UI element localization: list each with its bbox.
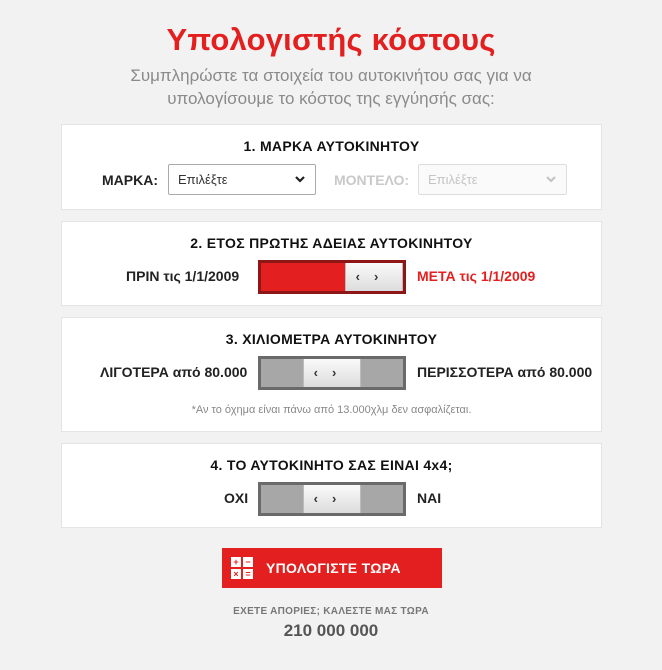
step4-card (61, 443, 602, 528)
chevron-down-icon (545, 171, 557, 190)
registration-year-toggle[interactable] (258, 260, 406, 294)
no-label: ΟΧΙ (224, 490, 249, 506)
less-km-label: ΛΙΓΟΤΕΡΑ από 80.000 (100, 364, 248, 380)
calculate-now-button[interactable] (222, 548, 442, 588)
subtitle-line-1: Συμπληρώστε τα στοιχεία του αυτοκινήτου σας για να (130, 66, 532, 85)
chevron-right-icon: › (374, 269, 393, 284)
four-by-four-toggle[interactable] (258, 482, 406, 516)
chevron-right-icon: › (332, 365, 351, 380)
before-2009-label: ΠΡΙΝ τις 1/1/2009 (126, 268, 240, 284)
chevron-left-icon: ‹ (313, 365, 332, 380)
phone-number[interactable]: 210 000 000 (283, 621, 379, 640)
step1-card (61, 124, 602, 210)
model-select-value: Επιλέξτε (428, 172, 478, 187)
chevron-left-icon: ‹ (313, 491, 332, 506)
after-2009-label: ΜΕΤΑ τις 1/1/2009 (417, 268, 536, 284)
brand-label: ΜΑΡΚΑ: (102, 172, 158, 188)
subtitle-line-2: υπολογίσουμε το κόστος της εγγύησής σας: (167, 89, 495, 108)
calc-times: × (231, 569, 241, 579)
toggle-knob[interactable] (303, 485, 361, 513)
page-title: Υπολογιστής κόστους (166, 22, 496, 57)
step4-title: 4. ΤΟ ΑΥΤΟΚΙΝΗΤΟ ΣΑΣ ΕΙΝΑΙ 4x4; (210, 457, 453, 473)
step3-card (61, 317, 602, 432)
brand-select-value: Επιλέξτε (178, 172, 228, 187)
model-select (418, 164, 567, 195)
toggle-knob[interactable] (345, 263, 403, 291)
calc-minus: − (243, 557, 253, 567)
toggle-knob[interactable] (303, 359, 361, 387)
brand-select[interactable] (168, 164, 316, 195)
step2-card (61, 221, 602, 306)
yes-label: ΝΑΙ (417, 490, 442, 506)
chevron-down-icon (294, 171, 306, 190)
calc-plus: + (231, 557, 241, 567)
more-km-label: ΠΕΡΙΣΣΟΤΕΡΑ από 80.000 (417, 364, 593, 380)
chevron-left-icon: ‹ (355, 269, 374, 284)
step3-title: 3. ΧΙΛΙΟΜΕΤΡΑ ΑΥΤΟΚΙΝΗΤΟΥ (225, 331, 438, 347)
help-text: ΕΧΕΤΕ ΑΠΟΡΙΕΣ; ΚΑΛΕΣΤΕ ΜΑΣ ΤΩΡΑ (233, 606, 429, 617)
page-subtitle (100, 64, 562, 110)
step2-title: 2. ΕΤΟΣ ΠΡΩΤΗΣ ΑΔΕΙΑΣ ΑΥΤΟΚΙΝΗΤΟΥ (190, 235, 473, 251)
calc-equals: = (243, 569, 253, 579)
calculate-now-label: ΥΠΟΛΟΓΙΣΤΕ ΤΩΡΑ (266, 560, 401, 576)
step1-title: 1. ΜΑΡΚΑ ΑΥΤΟΚΙΝΗΤΟΥ (243, 138, 420, 154)
calculator-icon (231, 557, 253, 579)
mileage-toggle[interactable] (258, 356, 406, 390)
chevron-right-icon: › (332, 491, 351, 506)
mileage-note: *Αν το όχημα είναι πάνω από 13.000χλμ δεν ασφαλίζεται. (191, 404, 472, 416)
model-label: ΜΟΝΤΕΛΟ: (334, 172, 410, 188)
